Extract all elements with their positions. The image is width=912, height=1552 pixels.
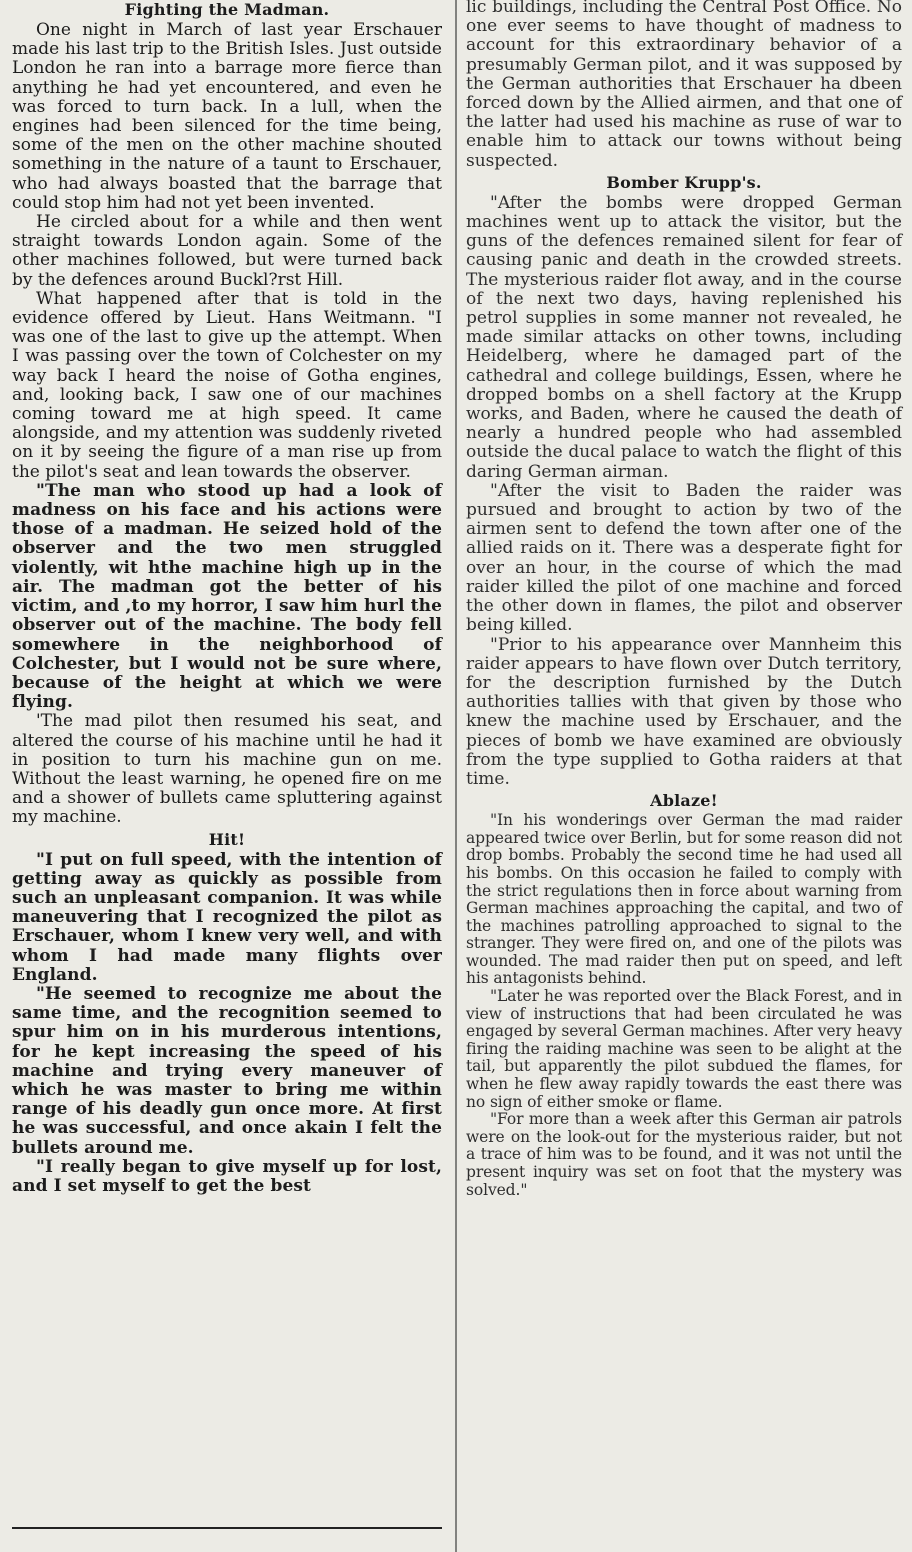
left-paragraph-4: "The man who stood up had a look of madness on his face and his actions were those of a madman. He seized hold of the observer and the two men struggled violently, wit hthe machine high up in the air. The madman got the better of his victim, and ,to my horror, I saw him hurl the observer out of the machine. The body fell somewhere in the neighborhood of Colchester, but I would not be sure where, because of the height at which we were flying. bbox=[12, 480, 442, 713]
bottom-rule bbox=[12, 1527, 442, 1529]
left-paragraph-3: What happened after that is told in the evidence offered by Lieut. Hans Weitmann. "I was one of the last to give up the attempt. When I was passing over the town of Colchester on my way back I heard the noise of Gotha engines, and, looking back, I saw one of our machines coming toward me at high speed. It came alongside, and my attention was suddenly riveted on it by seeing the figure of a man rise up from the pilot's seat and lean towards the observer. bbox=[12, 288, 442, 482]
left-paragraph-1: One night in March of last year Erschauer made his last trip to the British Isles. Just outside London he ran into a barrage more fierce than anything he had yet encountered, and even he was forced to turn back. In a lull, when the engines had been silenced for the time being, some of the men on the other machine shouted something in the nature of a taunt to Erschauer, who had always boasted that the barrage that could stop him had not yet been invented. bbox=[12, 20, 442, 213]
heading-bomber-krupps: Bomber Krupp's. bbox=[606, 172, 762, 192]
column-divider bbox=[455, 0, 457, 1552]
right-paragraph-5: "In his wonderings over German the mad raider appeared twice over Berlin, but for some reason did not drop bombs. Probably the second time he had used all his bombs. On this occasion he failed to comply with the strict regulations then in force about warning from German machines approaching the capital, and two of the machines patrolling approached to signal to the stranger. They were fired on, and one of the pilots was wounded. The mad raider then put on speed, and left his antagonists behind. bbox=[466, 811, 902, 988]
left-paragraph-5: 'The mad pilot then resumed his seat, and altered the course of his machine until he had it in position to turn his machine gun on me. Without the least warning, he opened fire on me and a shower of bullets came spluttering against my machine. bbox=[12, 711, 442, 828]
right-paragraph-7: "For more than a week after this German air patrols were on the look-out for the mysterious raider, but not a trace of him was to be found, and it was not until the present inquiry was set on foot that the mystery was solved." bbox=[466, 1110, 902, 1199]
left-paragraph-2: He circled about for a while and then went straight towards London again. Some of the other machines followed, but were turned back by the defences around Buckl?rst Hill. bbox=[12, 212, 442, 290]
right-paragraph-3: "After the visit to Baden the raider was pursued and brought to action by two of the airmen sent to defend the town after one of the allied raids on it. There was a desperate fight for over an hour, in the course of which the mad raider killed the pilot of one machine and forced the other down in flames, the pilot and observer being killed. bbox=[466, 480, 902, 636]
heading-ablaze: Ablaze! bbox=[650, 791, 718, 811]
heading-hit: Hit! bbox=[208, 829, 246, 849]
right-paragraph-6: "Later he was reported over the Black Forest, and in view of instructions that had been circulated he was engaged by several German machines. After very heavy firing the raiding machine was seen to be alight at the tail, but apparently the pilot subdued the flames, for when he flew away rapidly towards the east there was no sign of either smoke or flame. bbox=[466, 987, 902, 1111]
left-paragraph-7: "He seemed to recognize me about the same time, and the recognition seemed to spur him on in his murderous intentions, for he kept increasing the speed of his machine and trying every maneuver of which he was master to bring me within range of his deadly gun once more. At first he was successful, and once akain I felt the bullets around me. bbox=[12, 983, 442, 1158]
left-paragraph-8: "I really began to give myself up for lost, and I set myself to get the best bbox=[12, 1156, 442, 1196]
left-column bbox=[4, 0, 452, 1552]
left-paragraph-6: "I put on full speed, with the intention of getting away as quickly as possible from such an unpleasant companion. It was while maneuvering that I recognized the pilot as Erschauer, whom I knew very well, and with whom I had made many flights over England. bbox=[12, 849, 442, 985]
right-paragraph-1: lic buildings, including the Central Post Office. No one ever seems to have thought of madness to account for this extraordinary behavior of a presumably German pilot, and it was supposed by the German authorities that Erschauer ha dbeen forced down by the Allied airmen, and that one of the latter had used his machine as ruse of war to enable him to attack our towns without being suspected. bbox=[466, 0, 902, 171]
right-paragraph-4: "Prior to his appearance over Mannheim this raider appears to have flown over Dutch territory, for the description furnished by the Dutch authorities tallies with that given by those who knew the machine used by Erschauer, and the pieces of bomb we have examined are obviously from the type supplied to Gotha raiders at that time. bbox=[466, 634, 902, 789]
right-paragraph-2: "After the bombs were dropped German machines went up to attack the visitor, but the guns of the defences remained silent for fear of causing panic and death in the crowded streets. The mysterious raider flot away, and in the course of the next two days, having replenished his petrol supplies in some manner not revealed, he made similar attacks on other towns, including Heidelberg, where he damaged part of the cathedral and college buildings, Essen, where he dropped bombs on a shell factory at the Krupp works, and Baden, where he caused the death of nearly a hundred people who had assembled outside the ducal palace to watch the flight of this daring German airman. bbox=[466, 192, 902, 482]
right-column bbox=[460, 0, 908, 1552]
heading-fighting-the-madman: Fighting the Madman. bbox=[124, 0, 330, 19]
